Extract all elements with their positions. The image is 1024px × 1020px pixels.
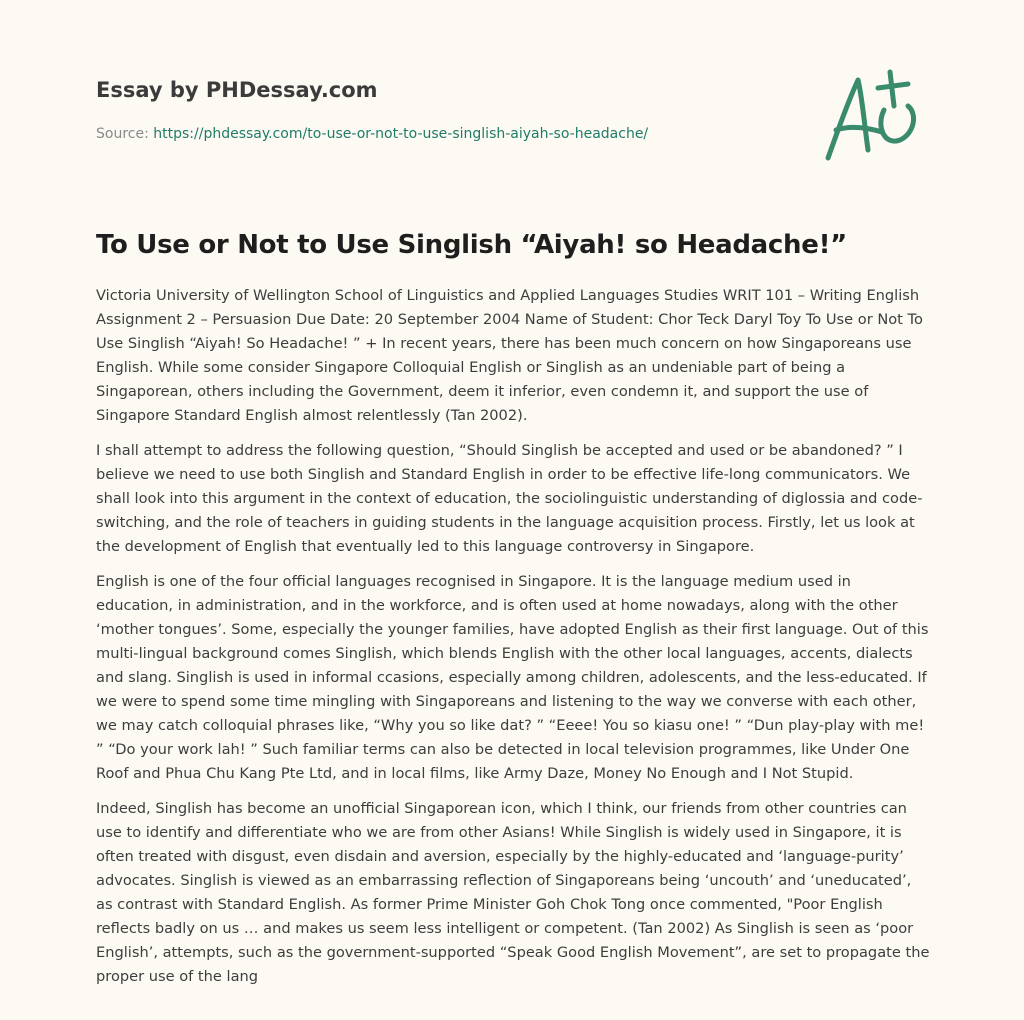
a-plus-grade-icon xyxy=(818,66,930,166)
paragraph: Victoria University of Wellington School of Linguistics and Applied Languages Studies WRIT 101 – Writing English Assignment 2 – Persuasion Due Date: 20 September 2004 Name of Student: Chor Teck Daryl Toy To Use or Not To Use Singlish “Aiyah! So Headache! ” + In recent years, there has been much concern on how Singaporeans use English. While some consider Singapore Colloquial English or Singlish as an undeniable part of being a Singaporean, others including the Government, deem it inferior, even condemn it, and support the use of Singapore Standard English almost relentlessly (Tan 2002). xyxy=(96,287,923,424)
site-title: Essay by PHDessay.com xyxy=(96,78,378,102)
article-body xyxy=(96,284,932,1000)
paragraph: English is one of the four official languages recognised in Singapore. It is the language medium used in education, in administration, and in the workforce, and is often used at home nowadays, along with the other ‘mother tongues’. Some, especially the younger families, have adopted English as their first language. Out of this multi-lingual background comes Singlish, which blends English with the other local languages, accents, dialects and slang. Singlish is used in informal ccasions, especially among children, adolescents, and the less-educated. If we were to spend some time mingling with Singaporeans and listening to the way we converse with each other, we may catch colloquial phrases like, “Why you so like dat? ” “Eeee! You so kiasu one! ” “Dun play-play with me! ” “Do your work lah! ” Such familiar terms can also be detected in local television programmes, like Under One Roof and Phua Chu Kang Pte Ltd, and in local films, like Army Daze, Money No Enough and I Not Stupid. xyxy=(96,573,929,782)
source-line xyxy=(96,124,916,144)
document-header xyxy=(96,76,916,144)
paragraph: I shall attempt to address the following question, “Should Singlish be accepted and used or be abandoned? ” I believe we need to use both Singlish and Standard English in order to be effective life-long communicators. We shall look into this argument in the context of education, the sociolinguistic understanding of diglossia and code-switching, and the role of teachers in guiding students in the language acquisition process. Firstly, let us look at the development of English that eventually led to this language controversy in Singapore. xyxy=(96,442,923,555)
source-label: Source: xyxy=(96,126,149,142)
paragraph: Indeed, Singlish has become an unofficial Singaporean icon, which I think, our friends from other countries can use to identify and differentiate who we are from other Asians! While Singlish is widely used in Singapore, it is often treated with disgust, even disdain and aversion, especially by the highly-educated and ‘language-purity’ advocates. Singlish is viewed as an embarrassing reflection of Singaporeans being ‘uncouth’ and ‘uneducated’, as contrast with Standard English. As former Prime Minister Goh Chok Tong once commented, "Poor English reflects badly on us … and makes us seem less intelligent or competent. (Tan 2002) As Singlish is seen as ‘poor English’, attempts, such as the government-supported “Speak Good English Movement”, are set to propagate the proper use of the lang xyxy=(96,800,930,985)
article-title: To Use or Not to Use Singlish “Aiyah! so Headache!” xyxy=(96,230,847,260)
source-link[interactable]: https://phdessay.com/to-use-or-not-to-use-singlish-aiyah-so-headache/ xyxy=(153,126,649,142)
